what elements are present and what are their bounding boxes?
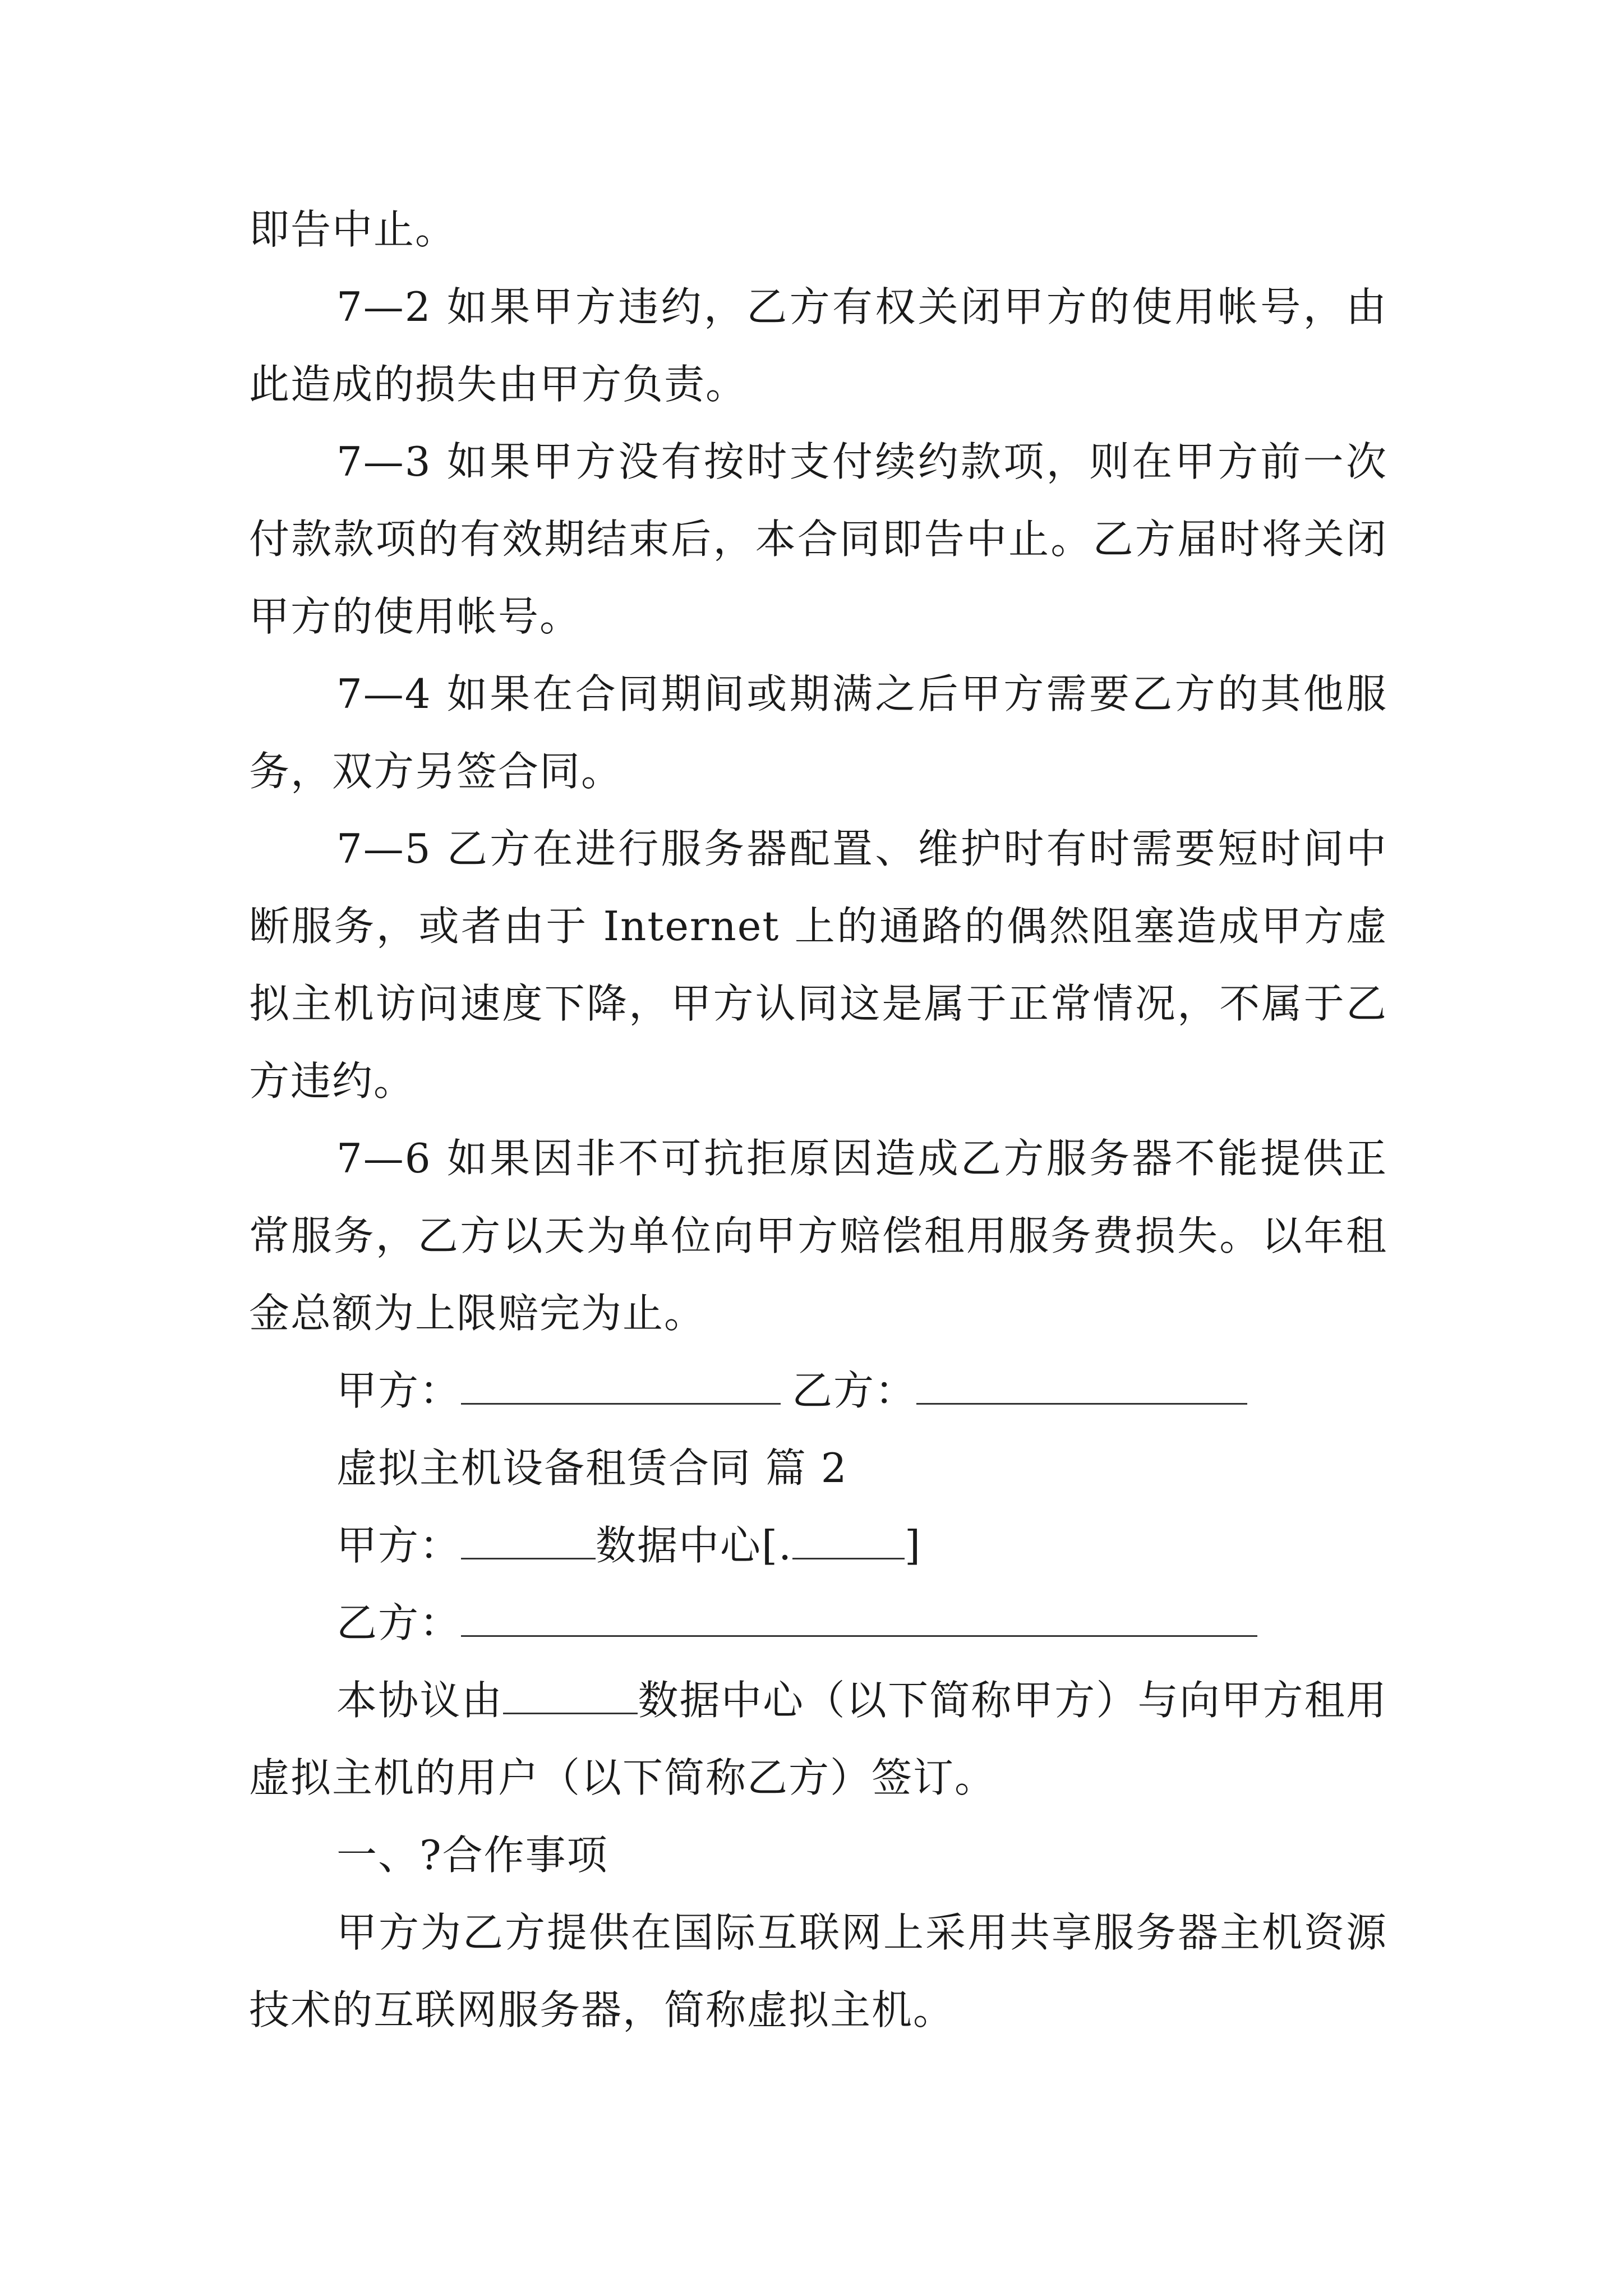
party-a-url-blank	[792, 1524, 905, 1559]
party-b-line	[249, 1584, 1387, 1662]
signature-line	[249, 1352, 1387, 1429]
party-a-name-blank	[461, 1524, 596, 1559]
clause-7-4: 7—4 如果在合同期间或期满之后甲方需要乙方的其他服务，双方另签合同。	[249, 670, 1387, 795]
document-page	[249, 191, 1387, 2049]
party-a-label: 甲方：	[336, 1522, 462, 1569]
party-b-signature-label: 乙方：	[792, 1367, 917, 1414]
section-1-heading: 一、?合作事项	[336, 1832, 608, 1879]
clause-7-5: 7—5 乙方在进行服务器配置、维护时有时需要短时间中断服务，或者由于 Internet 上的通路的偶然阻塞造成甲方虚拟主机访问速度下降，甲方认同这是属于正常情况，不属于乙方违约。	[249, 825, 1387, 1105]
party-a-end-bracket: ]	[905, 1522, 922, 1569]
intro-after-text: 数据中心（以下简称甲方）与向甲方租用虚拟主机的用户（以下简称乙方）签订。	[249, 1677, 1387, 1801]
intro-before-text: 本协议由	[336, 1677, 504, 1724]
agreement-intro	[249, 1662, 1387, 1816]
party-a-line	[249, 1507, 1387, 1584]
party-b-name-blank	[461, 1602, 1257, 1637]
party-b-signature-blank	[916, 1369, 1247, 1405]
clause-7-3: 7—3 如果甲方没有按时支付续约款项，则在甲方前一次付款款项的有效期结束后，本合同即告中止。乙方届时将关闭甲方的使用帐号。	[249, 438, 1387, 640]
clause-7-2: 7—2 如果甲方违约，乙方有权关闭甲方的使用帐号，由此造成的损失由甲方负责。	[249, 283, 1387, 408]
party-a-middle-text: 数据中心[.	[596, 1522, 792, 1569]
contract-2-title: 虚拟主机设备租赁合同 篇 2	[336, 1444, 848, 1492]
party-a-signature-label: 甲方：	[336, 1367, 462, 1414]
party-b-label: 乙方：	[336, 1599, 462, 1646]
intro-center-blank	[503, 1679, 638, 1714]
party-a-signature-blank	[461, 1369, 781, 1405]
section-1-body: 甲方为乙方提供在国际互联网上采用共享服务器主机资源技术的互联网服务器，简称虚拟主机。	[249, 1909, 1387, 2033]
clause-7-6: 7—6 如果因非不可抗拒原因造成乙方服务器不能提供正常服务，乙方以天为单位向甲方赔偿租用服务费损失。以年租金总额为上限赔完为止。	[249, 1135, 1387, 1337]
paragraph-continuation: 即告中止。	[249, 206, 457, 253]
